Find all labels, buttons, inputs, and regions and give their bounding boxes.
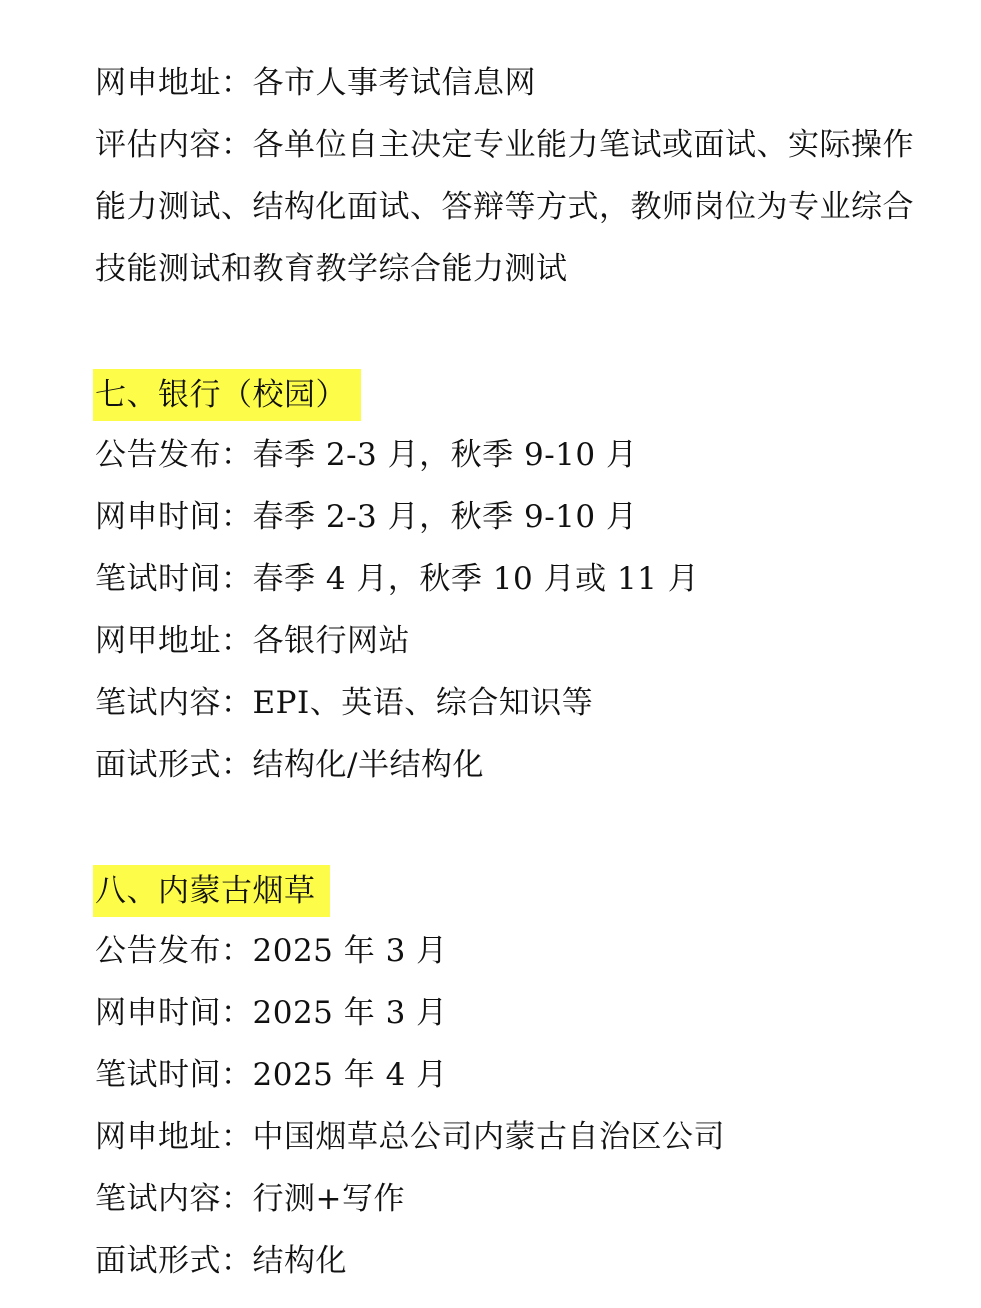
section-heading-bank: 七、银行（校园）	[93, 369, 361, 421]
intro-line-assessment-2: 能力测试、结构化面试、答辩等方式，教师岗位为专业综合	[95, 189, 914, 225]
section-spacer	[95, 796, 925, 858]
tobacco-interview-format: 面试形式：结构化	[95, 1243, 347, 1279]
bank-apply-address: 网甲地址：各银行网站	[95, 623, 410, 659]
tobacco-exam-content: 笔试内容：行测+写作	[95, 1181, 405, 1217]
intro-line-address: 网申地址：各市人事考试信息网	[95, 65, 536, 101]
tobacco-announcement: 公告发布：2025 年 3 月	[95, 933, 448, 969]
document-page	[95, 52, 925, 1292]
bank-interview-format: 面试形式：结构化/半结构化	[95, 747, 484, 783]
intro-line-assessment-1: 评估内容：各单位自主决定专业能力笔试或面试、实际操作	[95, 127, 914, 163]
section-spacer	[95, 300, 925, 362]
intro-line-assessment-3: 技能测试和教育教学综合能力测试	[95, 251, 568, 287]
bank-exam-time: 笔试时间：春季 4 月，秋季 10 月或 11 月	[95, 561, 700, 597]
section-bank	[95, 362, 925, 424]
tobacco-exam-time: 笔试时间：2025 年 4 月	[95, 1057, 448, 1093]
tobacco-apply-address: 网申地址：中国烟草总公司内蒙古自治区公司	[95, 1119, 725, 1155]
section-heading-tobacco: 八、内蒙古烟草	[93, 865, 330, 917]
bank-exam-content: 笔试内容：EPI、英语、综合知识等	[95, 685, 594, 721]
section-tobacco	[95, 858, 925, 920]
bank-apply-time: 网申时间：春季 2-3 月，秋季 9-10 月	[95, 499, 638, 535]
tobacco-apply-time: 网申时间：2025 年 3 月	[95, 995, 448, 1031]
bank-announcement: 公告发布：春季 2-3 月，秋季 9-10 月	[95, 437, 638, 473]
